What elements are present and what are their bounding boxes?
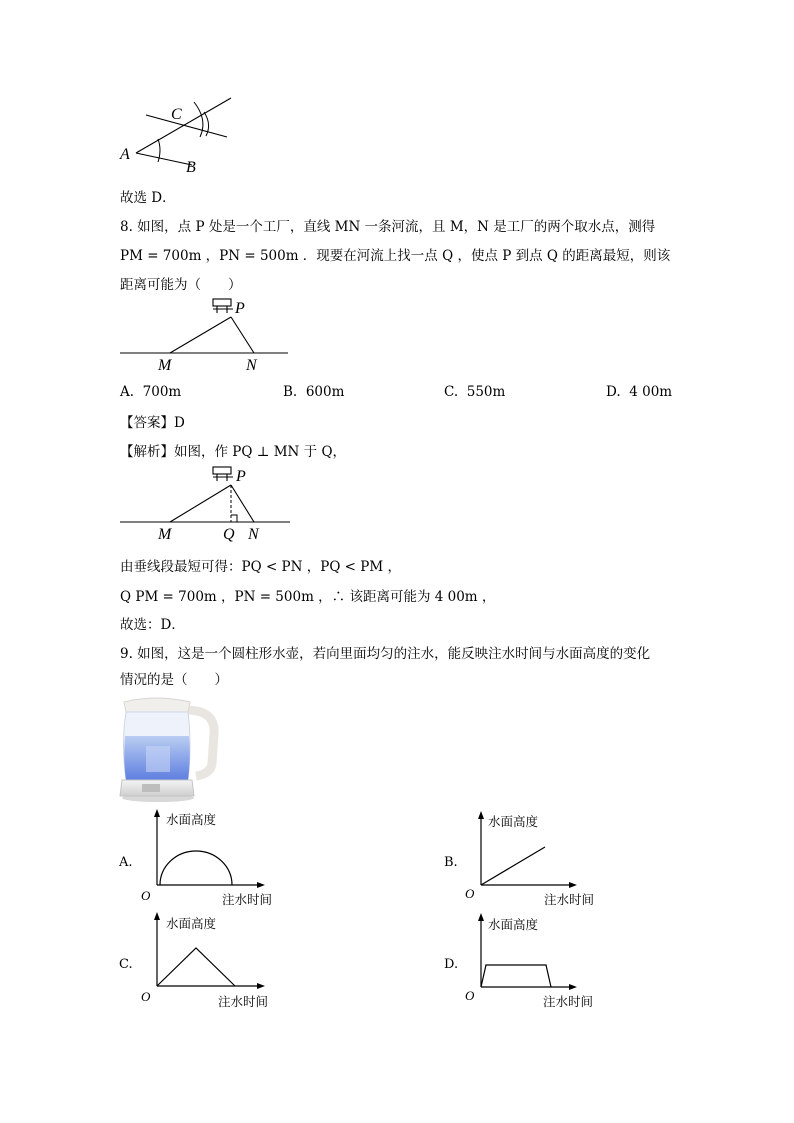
graph-d [462,910,612,1012]
q8-option-d: D. 4 00m [606,384,673,400]
x-axis-arrow [257,882,265,888]
origin-label: O [465,988,475,1003]
label-c: C [171,106,182,123]
origin-label: O [141,989,151,1004]
segment-pn [231,485,254,522]
q8-factory-figure [118,295,290,375]
q8-option-a: A. 700m [120,384,182,400]
segment-pn [231,317,254,353]
label-p: P [235,300,245,317]
q9-option-b-letter: B. [444,855,458,870]
q8-answer: 【答案】D [120,415,185,431]
kettle-picture [116,694,220,804]
q8-analysis: 【解析】如图，作 PQ ⊥ MN 于 Q， [120,444,347,460]
label-p: P [236,468,246,485]
curve-triangle [157,948,235,986]
q9-option-c-letter: C. [119,957,133,972]
y-axis-label: 水面高度 [488,814,539,829]
label-a: A [120,146,130,163]
q8-line-1: 8. 如图，点 P 处是一个工厂，直线 MN 一条河流，且 M，N 是工厂的两个取水点，测得 [120,219,656,235]
x-axis-arrow [257,983,265,989]
arc-c-1 [194,102,203,137]
q8-line-2: PM = 700m ，PN = 500m ．现要在河流上找一点 Q ，使点 P 到点 Q 的距离最短，则该 [120,248,671,264]
y-axis-label: 水面高度 [488,917,539,932]
q9-line-1: 9. 如图，这是一个圆柱形水壶，若向里面均匀的注水，能反映注水时间与水面高度的变化 [120,646,651,662]
line-through-c [146,115,227,137]
right-angle-mark [231,515,237,522]
kettle-lid [124,698,190,712]
y-axis-arrow [154,912,160,920]
q8-option-b: B. 600m [283,384,345,400]
label-b: B [186,159,196,176]
x-axis-arrow [569,984,577,990]
q8-option-c: C. 550m [444,384,506,400]
label-m: M [158,526,172,543]
label-m: M [158,357,172,374]
factory-icon [213,299,233,313]
x-axis-arrow [569,882,577,888]
x-axis-label: 注水时间 [222,892,273,907]
q9-option-d-letter: D. [444,957,459,972]
arc-c-2 [204,112,209,136]
origin-label: O [141,888,151,903]
construction-figure [110,90,240,180]
y-axis-label: 水面高度 [166,812,217,827]
graph-c [138,910,288,1012]
factory-icon [213,467,233,481]
curve-linear [481,847,545,885]
segment-pm [170,317,231,353]
graph-b [462,808,612,908]
y-axis-arrow [478,913,484,921]
segment-ab [136,153,192,165]
y-axis-arrow [478,811,484,819]
graph-a [138,808,288,908]
x-axis-label: 注水时间 [218,994,269,1009]
q9-option-a-letter: A. [119,855,133,870]
curve-semicircle [160,851,232,885]
label-n: N [246,357,257,374]
q8-perpendicular-figure [118,463,293,545]
y-axis-label: 水面高度 [166,916,217,931]
curve-trapezoid [481,965,551,987]
segment-pm [170,485,231,522]
x-axis-label: 注水时间 [543,994,594,1009]
q7-conclusion: 故选 D． [120,190,176,206]
origin-label: O [465,886,475,901]
x-axis-label: 注水时间 [544,892,595,907]
q8-line-3: 距离可能为（ ） [120,277,242,293]
q9-line-2: 情况的是（ ） [120,672,228,688]
label-q: Q [223,526,235,543]
q8-reason-2: Q PM = 700m ，PN = 500m ，∴ 该距离可能为 4 00m ， [120,589,496,605]
y-axis-arrow [154,809,160,817]
q8-reason-1: 由垂线段最短可得：PQ < PN ，PQ < PM ， [120,559,401,575]
q8-conclusion: 故选：D． [120,617,185,633]
label-n: N [248,526,259,543]
